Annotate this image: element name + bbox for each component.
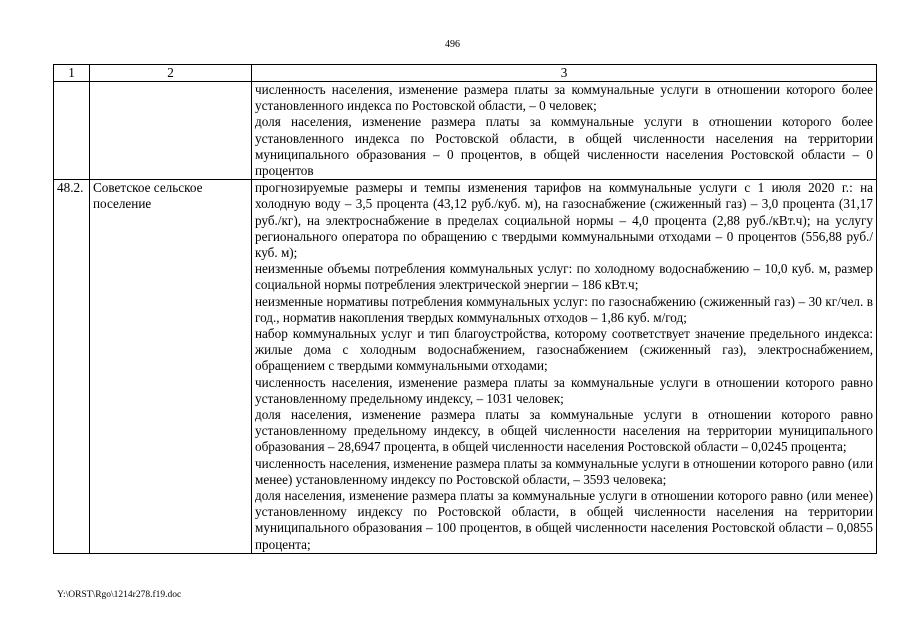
description-paragraph: доля населения, изменение размера платы за коммунальные услуги в отношении которого равно (или менее) установленному индексу по Ростовской области, в общей численности населения на территории муниципального образования – 100 процентов, в общей численности населения Ростовской области – 0,0855 процента; — [255, 488, 873, 552]
table-header-row — [54, 65, 877, 82]
description-paragraph: доля населения, изменение размера платы за коммунальные услуги в отношении которого более установленного индекса по Ростовской области, в общей численности населения на территории муниципального образования – 0 процентов, в общей численности населения Ростовской области – 0 процентов — [255, 114, 873, 179]
description-paragraph: доля населения, изменение размера платы за коммунальные услуги в отношении которого равно установленному предельному индексу, в общей численности населения на территории муниципального образования – 28,6947 процента, в общей численности населения Ростовской области – 0,0245 процента; — [255, 407, 873, 455]
document-table — [53, 64, 877, 554]
file-path-footer: Y:\ORST\Rgo\1214r278.f19.doc — [57, 590, 182, 600]
description-paragraph: неизменные объемы потребления коммунальных услуг: по холодному водоснабжению – 10,0 куб. м, размер социальной нормы потребления электрической энергии – 186 кВт.ч; — [255, 261, 873, 293]
row-number-cell: 48.2. — [54, 180, 90, 554]
description-cell — [252, 82, 877, 180]
column-header-3: 3 — [252, 65, 877, 82]
description-cell — [252, 180, 877, 554]
column-header-2: 2 — [90, 65, 252, 82]
description-paragraph: численность населения, изменение размера платы за коммунальные услуги в отношении которого равно установленному предельному индексу, – 1031 человек; — [255, 374, 873, 406]
description-paragraph: неизменные нормативы потребления коммунальных услуг: по газоснабжению (сжиженный газ) – 30 кг/чел. в год., норматив накопления твердых коммунальных отходов – 1,86 куб. м/год; — [255, 293, 873, 325]
column-header-1: 1 — [54, 65, 90, 82]
row-number-cell — [54, 82, 90, 180]
description-paragraph: набор коммунальных услуг и тип благоустройства, которому соответствует значение предельного индекса: жилые дома с холодным водоснабжением, газоснабжением (сжиженный газ), электроснабжением, обращением с твердыми коммунальными отходами; — [255, 326, 873, 374]
settlement-name-cell: Советское сельское поселение — [90, 180, 252, 554]
settlement-name-cell — [90, 82, 252, 180]
table-row — [54, 180, 877, 554]
description-paragraph: прогнозируемые размеры и темпы изменения тарифов на коммунальные услуги с 1 июля 2020 г.: на холодную воду – 3,5 процента (43,12 руб./куб. м), на газоснабжение (сжиженный газ) – 3,0 процента (31,17 руб./кг), на электроснабжение в пределах социальной нормы – 4,0 процента (2,88 руб./кВт.ч); на услугу регионального оператора по обращению с твердыми коммунальными отходами – 0 процентов (556,88 руб./куб. м); — [255, 180, 873, 261]
page-number: 496 — [445, 39, 460, 50]
description-paragraph: численность населения, изменение размера платы за коммунальные услуги в отношении которого более установленного индекса по Ростовской области, – 0 человек; — [255, 82, 873, 114]
table-row — [54, 82, 877, 180]
description-paragraph: численность населения, изменение размера платы за коммунальные услуги в отношении которого равно (или менее) установленному индексу по Ростовской области, – 3593 человека; — [255, 455, 873, 487]
